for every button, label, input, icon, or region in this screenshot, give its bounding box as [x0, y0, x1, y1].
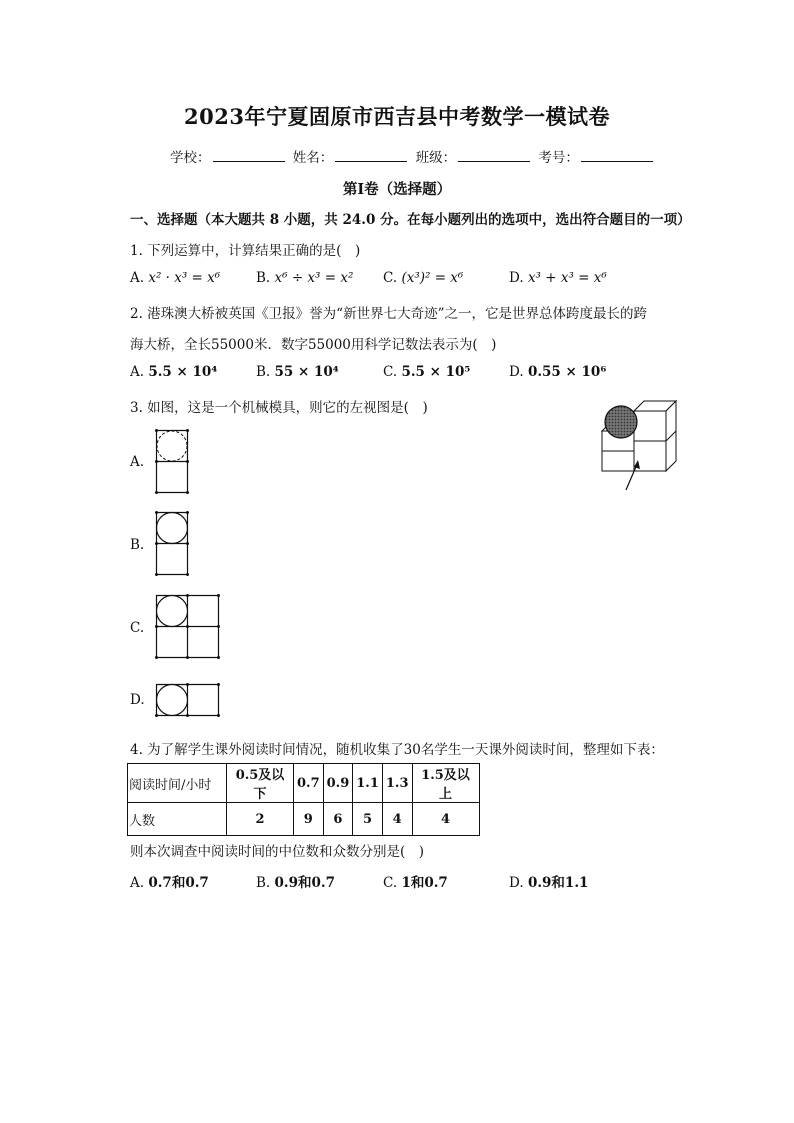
q3-option-c-figure[interactable] — [154, 593, 222, 661]
q4-option-d-value: 0.9和1.1 — [527, 875, 589, 891]
q3-stem: 3. 如图，这是一个机械模具，则它的左视图是( ) — [130, 400, 428, 416]
q2-option-b[interactable]: B. 55 × 10⁴ — [256, 364, 339, 380]
q1-option-d[interactable]: D. x³ + x³ = x⁶ — [509, 270, 607, 286]
q1-option-d-math: x³ + x³ = x⁶ — [527, 270, 607, 286]
q1-option-c[interactable]: C. (x³)² = x⁶ — [383, 270, 464, 286]
q3-option-b-label[interactable]: B. — [130, 537, 145, 553]
school-label: 学校： — [170, 150, 211, 166]
q2-option-c[interactable]: C. 5.5 × 10⁵ — [383, 364, 471, 380]
q4-stem: 4. 为了解学生课外阅读时间情况，随机收集了30名学生一天课外阅读时间，整理如下表： — [130, 742, 664, 758]
q2-option-a-value: 5.5 × 10⁴ — [148, 364, 218, 380]
q2-stem-line2: 海大桥，全长55000米．数字55000用科学记数法表示为( ) — [130, 337, 497, 353]
table-header-cell: 0.7 — [294, 764, 324, 803]
q1-option-b[interactable]: B. x⁶ ÷ x³ = x² — [256, 270, 354, 286]
q2-option-a[interactable]: A. 5.5 × 10⁴ — [130, 364, 218, 380]
q4-option-b-value: 0.9和0.7 — [274, 875, 335, 891]
table-cell: 9 — [294, 803, 324, 836]
exam-no-blank[interactable] — [581, 149, 653, 162]
q2-option-b-value: 55 × 10⁴ — [274, 364, 339, 380]
q1-stem: 1. 下列运算中，计算结果正确的是( ) — [130, 243, 361, 259]
table-row — [128, 764, 480, 803]
q1-option-a[interactable]: A. x² · x³ = x⁶ — [130, 270, 221, 286]
table-header-cell: 1.3 — [382, 764, 412, 803]
exam-no-label: 考号： — [538, 150, 579, 166]
name-blank[interactable] — [335, 149, 407, 162]
q2-option-c-value: 5.5 × 10⁵ — [401, 364, 471, 380]
q3-option-d-label[interactable]: D. — [130, 692, 145, 708]
table-header-cell: 阅读时间/小时 — [128, 764, 227, 803]
table-cell: 人数 — [128, 803, 227, 836]
q3-option-d-figure[interactable] — [154, 682, 222, 718]
q2-option-d-value: 0.55 × 10⁶ — [527, 364, 607, 380]
table-cell: 5 — [353, 803, 383, 836]
q4-question: 则本次调查中阅读时间的中位数和众数分别是( ) — [130, 844, 425, 860]
class-blank[interactable] — [458, 149, 530, 162]
section-heading: 第Ⅰ卷（选择题） — [342, 181, 452, 198]
q2-option-d[interactable]: D. 0.55 × 10⁶ — [509, 364, 607, 380]
q4-option-a-value: 0.7和0.7 — [148, 875, 209, 891]
q1-option-c-math: (x³)² = x⁶ — [401, 270, 464, 286]
q4-option-a[interactable]: A. 0.7和0.7 — [130, 875, 209, 891]
q4-option-d[interactable]: D. 0.9和1.1 — [509, 875, 589, 891]
table-cell: 2 — [227, 803, 294, 836]
table-header-cell: 1.5及以上 — [412, 764, 479, 803]
school-blank[interactable] — [213, 149, 285, 162]
q1-option-a-math: x² · x³ = x⁶ — [148, 270, 221, 286]
exam-title: 2023年宁夏固原市西吉县中考数学一模试卷 — [184, 104, 610, 129]
q4-option-c-value: 1和0.7 — [401, 875, 448, 891]
class-label: 班级： — [415, 150, 457, 166]
q4-option-c[interactable]: C. 1和0.7 — [383, 875, 448, 891]
table-cell: 4 — [412, 803, 479, 836]
q1-option-b-math: x⁶ ÷ x³ = x² — [274, 270, 354, 286]
name-label: 姓名： — [292, 150, 334, 166]
table-header-cell: 0.5及以下 — [227, 764, 294, 803]
q3-option-b-figure[interactable] — [154, 510, 190, 578]
reading-time-table — [127, 763, 480, 836]
q4-option-b[interactable]: B. 0.9和0.7 — [256, 875, 335, 891]
table-row — [128, 803, 480, 836]
part-heading: 一、选择题（本大题共 8 小题，共 24.0 分。在每小题列出的选项中，选出符合题目的一项） — [130, 212, 691, 228]
table-cell: 4 — [382, 803, 412, 836]
table-header-cell: 1.1 — [353, 764, 383, 803]
q3-option-a-figure[interactable] — [154, 428, 190, 496]
mold-figure — [596, 394, 688, 492]
table-header-cell: 0.9 — [323, 764, 353, 803]
q3-option-a-label[interactable]: A. — [130, 454, 145, 470]
table-cell: 6 — [323, 803, 353, 836]
q3-option-c-label[interactable]: C. — [130, 620, 145, 636]
q2-stem-line1: 2. 港珠澳大桥被英国《卫报》誉为“新世界七大奇迹”之一，它是世界总体跨度最长的跨 — [130, 306, 647, 322]
student-info-line — [170, 146, 657, 166]
